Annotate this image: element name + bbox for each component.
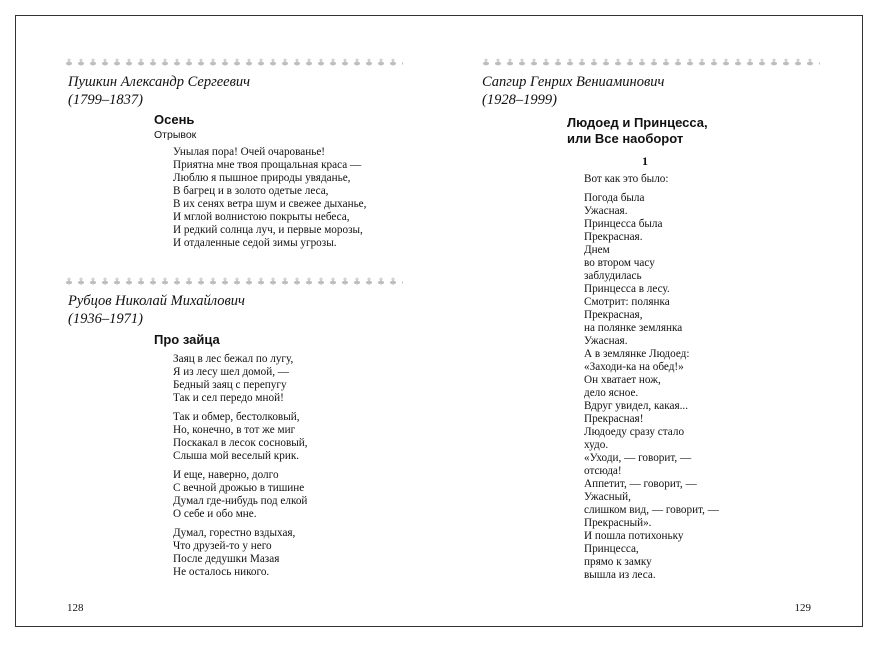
poem-line: И пошла потихоньку bbox=[584, 530, 684, 542]
poem-line: После дедушки Мазая bbox=[173, 553, 280, 565]
right-page bbox=[440, 16, 864, 626]
poem-line: Принцесса была bbox=[584, 218, 663, 230]
poem-line: И отдаленные седой зимы угрозы. bbox=[173, 237, 337, 249]
poem-line: А в землянке Людоед: bbox=[584, 348, 690, 360]
poem-line: Думал где-нибудь под елкой bbox=[173, 495, 308, 507]
ornament-divider bbox=[480, 58, 820, 69]
poem-line: В багрец и в золото одетые леса, bbox=[173, 185, 329, 197]
poem-line: Прекрасная! bbox=[584, 413, 644, 425]
poem-title-line: Людоед и Принцесса, bbox=[567, 115, 708, 130]
left-page bbox=[16, 16, 440, 626]
ornament-divider bbox=[63, 58, 403, 69]
poem-line: Прекрасная, bbox=[584, 309, 643, 321]
poem-subtitle: Отрывок bbox=[154, 129, 197, 141]
poem-body bbox=[584, 192, 719, 582]
poem-line: Поскакал в лесок сосновый, bbox=[173, 437, 308, 449]
stanza bbox=[173, 411, 308, 463]
poem-line: Люблю я пышное природы увяданье, bbox=[173, 172, 351, 184]
poem-line: Не осталось никого. bbox=[173, 566, 270, 578]
poem-line: Заяц в лес бежал по лугу, bbox=[173, 353, 294, 365]
poem-line: «Уходи, — говорит, — bbox=[584, 452, 692, 464]
poem-line: Он хватает нож, bbox=[584, 374, 661, 386]
poem-line: Смотрит: полянка bbox=[584, 296, 670, 308]
stanza bbox=[173, 527, 308, 579]
poem-line: Погода была bbox=[584, 192, 645, 204]
poem-line: во втором часу bbox=[584, 257, 655, 269]
poem-title: Осень bbox=[154, 112, 195, 127]
poem-line: Приятна мне твоя прощальная краса — bbox=[173, 159, 362, 171]
poem-line: Принцесса, bbox=[584, 543, 639, 555]
poem-line: «Заходи-ка на обед!» bbox=[584, 361, 684, 373]
author-name: Сапгир Генрих Вениаминович bbox=[482, 74, 665, 90]
poem-line: Так и обмер, бестолковый, bbox=[173, 411, 300, 423]
poem-line: И редкий солнца луч, и первые морозы, bbox=[173, 224, 363, 236]
author-name: Рубцов Николай Михайлович bbox=[68, 293, 245, 309]
poem-line: Людоеду сразу стало bbox=[584, 426, 685, 438]
poem-line: Я из лесу шел домой, — bbox=[173, 366, 289, 378]
poem-line: Ужасная. bbox=[584, 335, 628, 347]
poem-line: Так и сел передо мной! bbox=[173, 392, 284, 404]
poem-line: дело ясное. bbox=[584, 387, 639, 399]
poem-line: Вот как это было: bbox=[584, 173, 669, 185]
page-number: 128 bbox=[67, 602, 84, 614]
poem-line: Прекрасный». bbox=[584, 517, 652, 529]
poem-line: В их сенях ветра шум и свежее дыханье, bbox=[173, 198, 367, 210]
poem-line: на полянке землянка bbox=[584, 322, 683, 334]
poem-line: О себе и обо мне. bbox=[173, 508, 257, 520]
stanza bbox=[173, 353, 308, 405]
poem-line: Что друзей-то у него bbox=[173, 540, 272, 552]
poem-line: Прекрасная. bbox=[584, 231, 643, 243]
poem-title-line: или Все наоборот bbox=[567, 131, 684, 146]
poem-line: И еще, наверно, долго bbox=[173, 469, 279, 481]
poem-line: заблудилась bbox=[584, 270, 642, 282]
poem-title: Про зайца bbox=[154, 332, 220, 347]
poem-line: Слыша мой веселый крик. bbox=[173, 450, 300, 462]
stanza bbox=[173, 469, 308, 521]
poem-line: слишком вид, — говорит, — bbox=[584, 504, 719, 516]
poem-line: Ужасный, bbox=[584, 491, 631, 503]
poem-body bbox=[173, 353, 308, 579]
poem-line: Вдруг увидел, какая... bbox=[584, 400, 688, 412]
poem-body bbox=[173, 146, 366, 250]
author-years: (1799–1837) bbox=[68, 92, 143, 108]
author-name: Пушкин Александр Сергеевич bbox=[68, 74, 251, 90]
poem-line: прямо к замку bbox=[584, 556, 652, 568]
poem-line: Но, конечно, в тот же миг bbox=[173, 424, 296, 436]
poem-line: И мглой волнистою покрыты небеса, bbox=[173, 211, 350, 223]
poem-line: Унылая пора! Очей очарованье! bbox=[173, 146, 326, 158]
author-years: (1936–1971) bbox=[68, 311, 143, 327]
poem-line: вышла из леса. bbox=[584, 569, 656, 581]
poem-line: Принцесса в лесу. bbox=[584, 283, 670, 295]
poem-line: Днем bbox=[584, 244, 610, 256]
poem-line: Ужасная. bbox=[584, 205, 628, 217]
page-number: 129 bbox=[794, 602, 811, 614]
poem-line: Думал, горестно вздыхая, bbox=[173, 527, 296, 539]
section-number: 1 bbox=[642, 154, 648, 168]
ornament-divider bbox=[63, 277, 403, 288]
poem-intro bbox=[584, 173, 669, 186]
stanza bbox=[173, 146, 366, 250]
poem-line: Аппетит, — говорит, — bbox=[584, 478, 697, 490]
poem-line: Бедный заяц с перепугу bbox=[173, 379, 287, 391]
author-years: (1928–1999) bbox=[482, 92, 557, 108]
book-spread bbox=[15, 15, 863, 627]
poem-line: худо. bbox=[584, 439, 609, 451]
poem-line: С вечной дрожью в тишине bbox=[173, 482, 305, 494]
poem-line: отсюда! bbox=[584, 465, 622, 477]
